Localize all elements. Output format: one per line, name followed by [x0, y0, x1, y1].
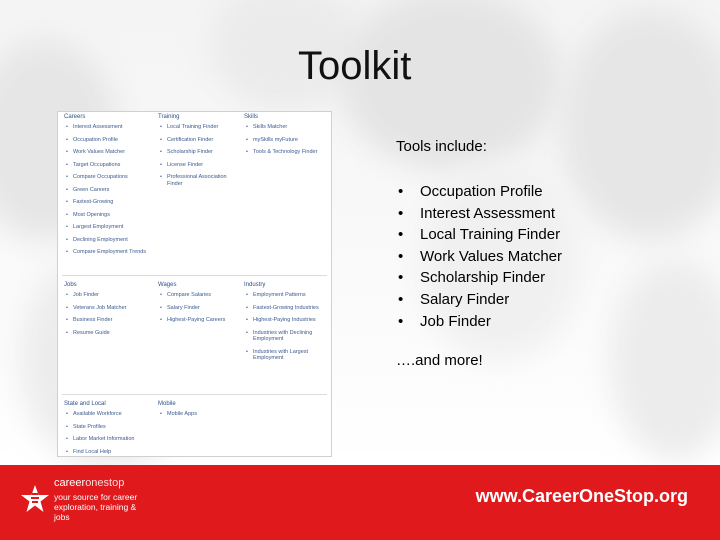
column-skills [244, 114, 328, 162]
tool-link[interactable]: • Declining Employment [64, 237, 156, 244]
column-heading: Careers [64, 114, 86, 120]
tool-link[interactable]: • Compare Occupations [64, 174, 156, 181]
website-url[interactable]: www.CareerOneStop.org [475, 486, 688, 506]
tool-link[interactable]: • Job Finder [64, 292, 156, 299]
column-heading: Jobs [64, 282, 77, 288]
logo-wordmark-onestop: onestop [85, 477, 125, 489]
website-screenshot [57, 111, 332, 457]
and-more-text: ….and more! [396, 352, 483, 369]
tool-link[interactable]: • Employment Patterns [244, 292, 328, 299]
footer-band [0, 465, 720, 540]
tool-link[interactable]: • Find Local Help [64, 449, 156, 456]
column-state-and-local [64, 401, 156, 457]
tool-link[interactable]: • License Finder [158, 162, 240, 169]
tool-link[interactable]: • Largest Employment [64, 224, 156, 231]
tool-link[interactable]: • Professional Association Finder [158, 174, 240, 187]
tools-heading: Tools include: [396, 138, 487, 155]
tools-list-item: • Job Finder [396, 311, 562, 333]
slide-title: Toolkit [298, 44, 412, 88]
logo-wordmark-career: career [54, 477, 86, 489]
divider [62, 275, 327, 276]
tool-link[interactable]: • Business Finder [64, 317, 156, 324]
column-jobs [64, 282, 156, 342]
column-training [158, 114, 240, 193]
tools-list-item: • Local Training Finder [396, 224, 562, 246]
tool-link[interactable]: • Veterans Job Matcher [64, 305, 156, 312]
tool-link[interactable]: • Fastest-Growing [64, 199, 156, 206]
column-heading: Wages [158, 282, 177, 288]
tool-link[interactable]: • Resume Guide [64, 330, 156, 337]
tool-link[interactable]: • Local Training Finder [158, 124, 240, 131]
column-heading: State and Local [64, 401, 106, 407]
star-icon [20, 484, 50, 514]
tools-list-item: • Salary Finder [396, 289, 562, 311]
column-heading: Training [158, 114, 180, 120]
column-heading: Industry [244, 282, 266, 288]
tool-link[interactable]: • Highest-Paying Careers [158, 317, 240, 324]
tool-link[interactable]: • Work Values Matcher [64, 149, 156, 156]
tool-link[interactable]: • Mobile Apps [158, 411, 240, 418]
careeronestop-logo[interactable] [14, 472, 138, 532]
tool-link[interactable]: • Scholarship Finder [158, 149, 240, 156]
divider [62, 394, 327, 395]
tool-link[interactable]: • Industries with Largest Employment [244, 349, 328, 362]
tool-link[interactable]: • Industries with Declining Employment [244, 330, 328, 343]
tool-link[interactable]: • Salary Finder [158, 305, 240, 312]
tool-link[interactable]: • Fastest-Growing Industries [244, 305, 328, 312]
tool-link[interactable]: • Tools & Technology Finder [244, 149, 328, 156]
tool-link[interactable]: • Compare Salaries [158, 292, 240, 299]
tool-link[interactable]: • Highest-Paying Industries [244, 317, 328, 324]
tool-link[interactable]: • Labor Market Information [64, 436, 156, 443]
tool-link[interactable]: • Available Workforce [64, 411, 156, 418]
tool-link[interactable]: • Green Careers [64, 187, 156, 194]
tools-list [396, 181, 562, 332]
logo-tagline: your source for career exploration, training & jobs [54, 492, 138, 522]
column-heading: Skills [244, 114, 259, 120]
column-heading: Mobile [158, 401, 176, 407]
tool-link[interactable]: • mySkills myFuture [244, 137, 328, 144]
tool-link[interactable]: • Compare Employment Trends [64, 249, 156, 256]
tools-list-item: • Interest Assessment [396, 203, 562, 225]
tool-link[interactable]: • Skills Matcher [244, 124, 328, 131]
tool-link[interactable]: • Interest Assessment [64, 124, 156, 131]
logo-wordmark [54, 477, 124, 489]
tools-list-item: • Occupation Profile [396, 181, 562, 203]
tools-list-item: • Work Values Matcher [396, 246, 562, 268]
column-wages [158, 282, 240, 330]
tools-list-item: • Scholarship Finder [396, 267, 562, 289]
tool-link[interactable]: • Certification Finder [158, 137, 240, 144]
column-mobile [158, 401, 240, 424]
tool-link[interactable]: • Target Occupations [64, 162, 156, 169]
tool-link[interactable]: • Occupation Profile [64, 137, 156, 144]
column-industry [244, 282, 328, 368]
column-careers [64, 114, 156, 262]
tool-link[interactable]: • State Profiles [64, 424, 156, 431]
tool-link[interactable]: • Most Openings [64, 212, 156, 219]
